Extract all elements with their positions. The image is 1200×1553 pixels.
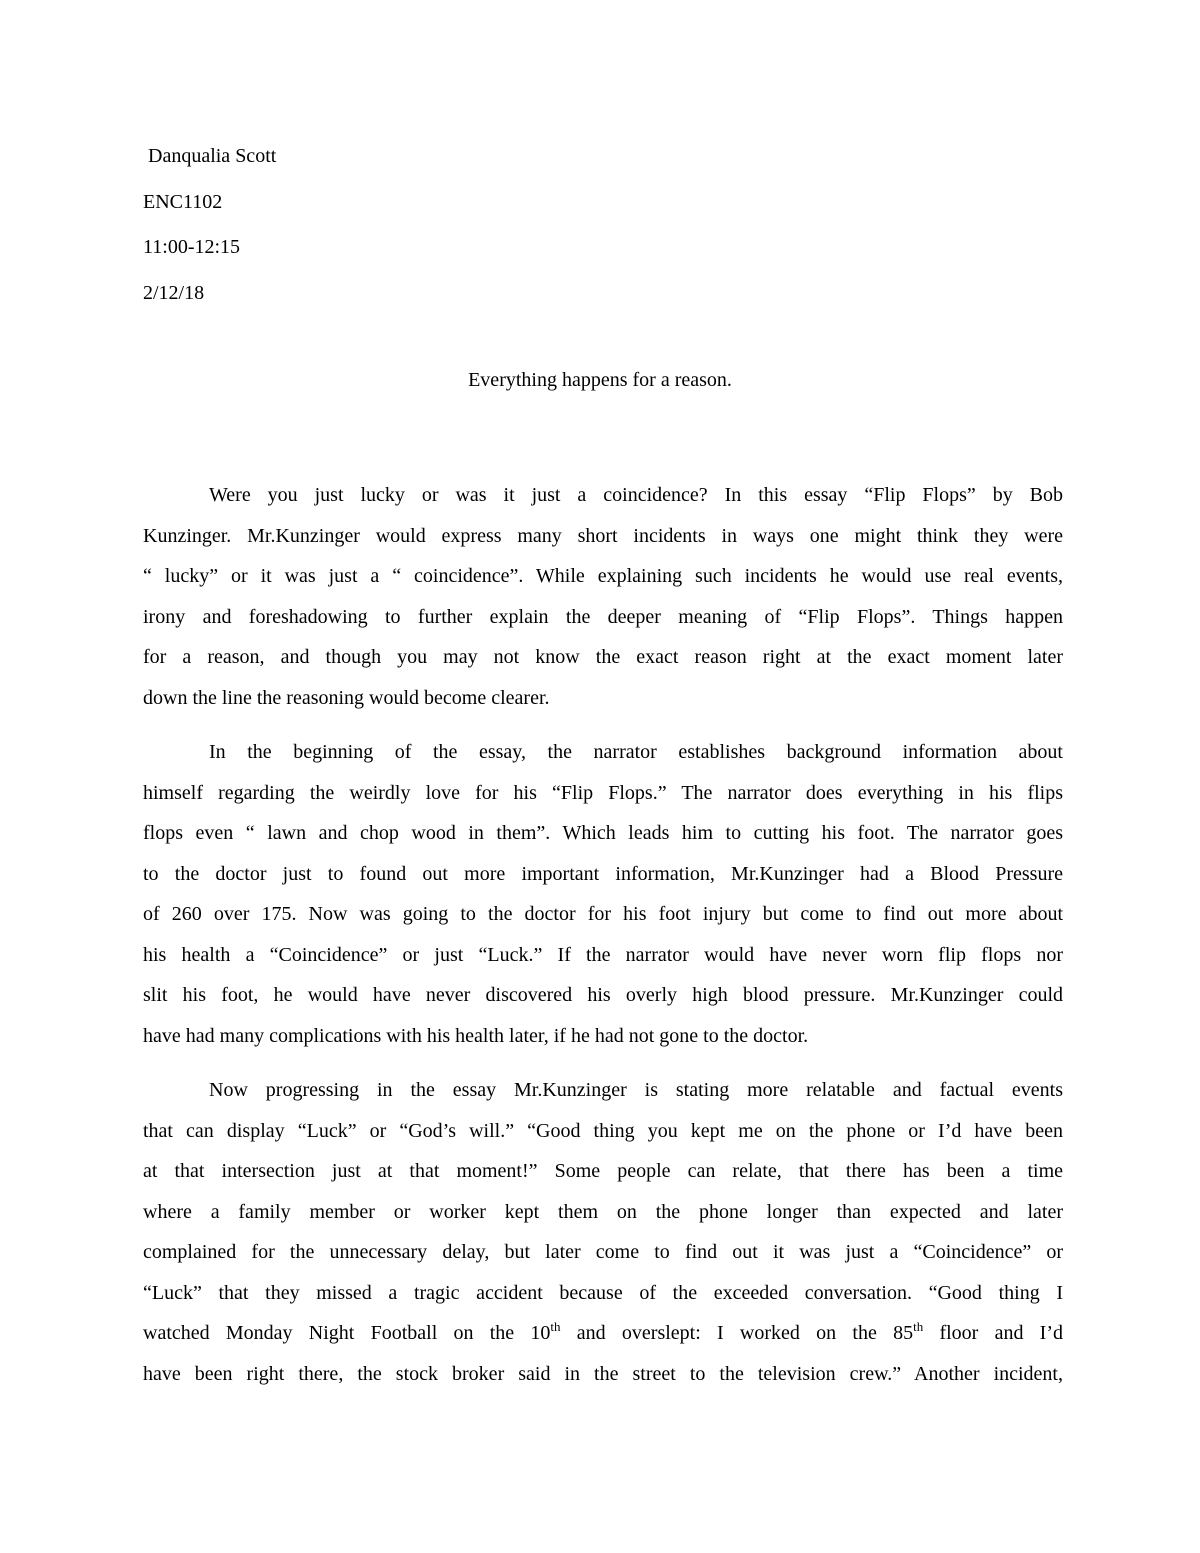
text-line: Now progressing in the essay Mr.Kunzinger is stating more relatable and factual events (209, 1079, 1063, 1101)
text-line: his health a “Coincidence” or just “Luck.” If the narrator would have never worn flip flops nor (143, 943, 1063, 966)
text-line-superscript (143, 1315, 1063, 1356)
text-line: “ lucky” or it was just a “ coincidence”. While explaining such incidents he would use real events, (143, 565, 1063, 587)
essay-body (143, 477, 1063, 1396)
text-fragment: watched Monday Night Football on the 10 (143, 1322, 551, 1344)
paragraph-3 (143, 1072, 1063, 1396)
date: 2/12/18 (143, 281, 205, 304)
class-time: 11:00-12:15 (143, 236, 241, 258)
paragraph-2 (143, 734, 1063, 1058)
text-line: Kunzinger. Mr.Kunzinger would express many short incidents in ways one might think they were (143, 524, 1063, 547)
text-line: down the line the reasoning would become clearer. (143, 686, 550, 709)
essay-title: Everything happens for a reason. (468, 369, 732, 391)
text-line: Were you just lucky or was it just a coincidence? In this essay “Flip Flops” by Bob (209, 484, 1063, 506)
header-block (143, 140, 743, 322)
paragraph-1 (143, 477, 1063, 720)
text-line: complained for the unnecessary delay, but later come to find out it was just a “Coincidence” or (143, 1241, 1063, 1263)
course-code: ENC1102 (143, 190, 223, 213)
text-line: irony and foreshadowing to further explain the deeper meaning of “Flip Flops”. Things happen (143, 605, 1063, 628)
text-fragment: and overslept: I worked on the 85 (560, 1322, 914, 1344)
text-line: have had many complications with his health later, if he had not gone to the doctor. (143, 1024, 809, 1047)
text-line: have been right there, the stock broker said in the street to the television crew.” Another incident, (143, 1362, 1063, 1385)
text-line: slit his foot, he would have never discovered his overly high blood pressure. Mr.Kunzinger could (143, 984, 1063, 1006)
text-line: flops even “ lawn and chop wood in them”. Which leads him to cutting his foot. The narrator goes (143, 822, 1063, 844)
text-line: of 260 over 175. Now was going to the doctor for his foot injury but come to find out more about (143, 903, 1063, 925)
author-name: Danqualia Scott (143, 145, 277, 167)
text-line: for a reason, and though you may not know the exact reason right at the exact moment later (143, 646, 1063, 668)
text-line: where a family member or worker kept them on the phone longer than expected and later (143, 1200, 1063, 1223)
text-fragment: floor and I’d (923, 1322, 1064, 1344)
superscript: th (550, 1319, 561, 1334)
text-line: himself regarding the weirdly love for his “Flip Flops.” The narrator does everything in his flips (143, 781, 1063, 804)
text-line: to the doctor just to found out more important information, Mr.Kunzinger had a Blood Pressure (143, 862, 1063, 885)
text-line: “Luck” that they missed a tragic accident because of the exceeded conversation. “Good thing I (143, 1281, 1063, 1304)
text-line: that can display “Luck” or “God’s will.” “Good thing you kept me on the phone or I’d have been (143, 1119, 1063, 1142)
text-line: at that intersection just at that moment!” Some people can relate, that there has been a time (143, 1160, 1063, 1182)
text-line: In the beginning of the essay, the narrator establishes background information about (209, 741, 1063, 763)
superscript: th (913, 1319, 924, 1334)
